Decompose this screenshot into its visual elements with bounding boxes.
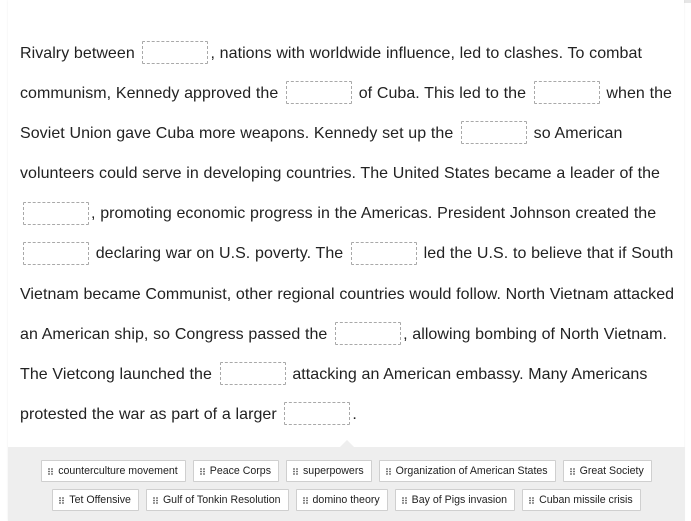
passage-text: , nations with worldwide influence, led to clashes. To combat communism, Kennedy approved the xyxy=(20,45,642,103)
drop-blank-3[interactable] xyxy=(534,81,600,104)
passage-text: so American volunteers could serve in developing countries. The United States became a leader of the xyxy=(20,125,660,183)
chip-organization-of-american-states[interactable] xyxy=(379,460,556,482)
drag-grip-icon xyxy=(402,497,407,504)
drop-blank-9[interactable] xyxy=(220,362,286,385)
word-bank-row-2 xyxy=(8,489,685,511)
drop-blank-5[interactable] xyxy=(23,202,89,225)
passage-text: . xyxy=(352,405,357,423)
chip-label: Great Society xyxy=(579,465,644,477)
chip-counterculture-movement[interactable] xyxy=(41,460,186,482)
drop-blank-8[interactable] xyxy=(335,322,401,345)
passage-text: , promoting economic progress in the Americas. President Johnson created the xyxy=(91,205,657,223)
chip-label: Bay of Pigs invasion xyxy=(411,494,508,506)
drop-blank-7[interactable] xyxy=(351,242,417,265)
chip-domino-theory[interactable] xyxy=(296,489,388,511)
fill-in-passage xyxy=(20,34,685,435)
chip-gulf-of-tonkin-resolution[interactable] xyxy=(146,489,289,511)
word-bank-row-1 xyxy=(8,460,685,482)
drop-blank-6[interactable] xyxy=(23,242,89,265)
drag-grip-icon xyxy=(386,468,391,475)
chip-label: Tet Offensive xyxy=(69,494,131,506)
chip-label: Gulf of Tonkin Resolution xyxy=(162,494,281,506)
drag-grip-icon xyxy=(153,497,158,504)
chip-label: Organization of American States xyxy=(395,465,548,477)
passage-text: declaring war on U.S. poverty. The xyxy=(91,245,348,263)
chip-superpowers[interactable] xyxy=(286,460,372,482)
drop-blank-2[interactable] xyxy=(286,81,352,104)
passage-text: led the U.S. to believe that if South Vietnam became Communist, other regional countries would follow. North Vietnam attacked an American ship, so Congress passed the xyxy=(20,245,675,343)
chip-label: Cuban missile crisis xyxy=(539,494,633,506)
drop-blank-4[interactable] xyxy=(461,121,527,144)
chip-label: superpowers xyxy=(303,465,364,477)
passage-text: Rivalry between xyxy=(20,45,140,62)
passage-text: when the Soviet Union gave Cuba more weapons. Kennedy set up the xyxy=(20,85,672,143)
drag-grip-icon xyxy=(59,497,64,504)
drag-grip-icon xyxy=(293,468,298,475)
chip-label: Peace Corps xyxy=(209,465,271,477)
chip-peace-corps[interactable] xyxy=(193,460,279,482)
chip-bay-of-pigs-invasion[interactable] xyxy=(395,489,515,511)
drag-grip-icon xyxy=(200,468,205,475)
chip-tet-offensive[interactable] xyxy=(52,489,139,511)
passage-text: attacking an American embassy. Many Americans protested the war as part of a larger xyxy=(20,365,648,423)
drag-grip-icon xyxy=(303,497,308,504)
chip-cuban-missile-crisis[interactable] xyxy=(522,489,641,511)
drop-blank-1[interactable] xyxy=(142,41,208,64)
chip-label: counterculture movement xyxy=(58,465,178,477)
chip-label: domino theory xyxy=(312,494,380,506)
chip-great-society[interactable] xyxy=(563,460,652,482)
drag-grip-icon xyxy=(529,497,534,504)
word-bank xyxy=(8,447,685,521)
drag-grip-icon xyxy=(570,468,575,475)
drag-grip-icon xyxy=(48,468,53,475)
drop-blank-10[interactable] xyxy=(284,402,350,425)
passage-text: , allowing bombing of North Vietnam. The Vietcong launched the xyxy=(20,325,668,383)
passage-text: of Cuba. This led to the xyxy=(354,85,531,103)
